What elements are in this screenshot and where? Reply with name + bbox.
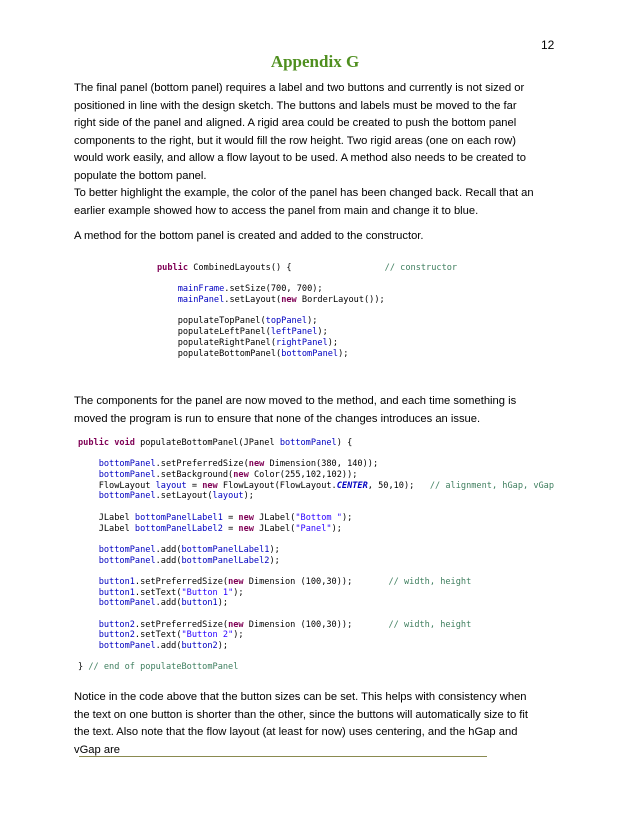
code-token: } [78,662,89,673]
code-token: bottomPanel [98,598,156,609]
code-token: bottomPanelLabel2 [181,555,270,566]
code-line [78,459,554,470]
code-token [78,620,99,630]
code-line [78,577,554,588]
code-token: topPanel [265,316,308,327]
code-token: public [157,263,189,273]
footer-divider [79,756,487,757]
code-token: Dimension (100,30)); [243,619,389,630]
code-line [78,524,554,535]
code-token: rightPanel [276,337,328,348]
code-line [78,620,554,631]
code-token: ); [327,337,339,348]
code-line [157,306,457,317]
code-token [78,459,99,469]
code-token: .setLayout( [155,491,213,502]
code-line [78,641,554,652]
code-token: = [222,512,239,523]
code-line [78,449,554,460]
code-token: bottomPanelLabel1 [181,544,270,555]
code-token: "Bottom " [295,512,342,523]
code-token: bottomPanelLabel2 [134,523,223,534]
code-token: bottomPanel [98,491,156,502]
code-token: public [78,438,110,448]
code-token: Color(255,102,102)); [248,470,358,481]
code-token: layout [212,491,244,502]
code-token: new [281,295,297,306]
code-token: new [238,523,254,534]
code-line [78,438,554,449]
code-token [78,577,99,587]
code-line [157,295,457,306]
code-token: ); [331,523,342,534]
code-token: .setText( [134,630,182,641]
code-token: FlowLayout [78,480,156,491]
code-line [78,534,554,545]
code-token: populateTopPanel( [157,316,266,327]
code-token: .add( [155,641,182,652]
code-token: mainPanel [177,295,225,306]
code-line [78,513,554,524]
code-token [78,470,99,480]
code-line [78,556,554,567]
code-token: ) { [336,438,353,448]
code-line [157,316,457,327]
code-token: "Panel" [295,523,332,534]
code-token: // width, height [388,576,472,587]
code-line [157,263,457,274]
code-token: // constructor [384,263,458,273]
code-token: bottomPanel [281,348,339,359]
code-token: bottomPanel [98,470,156,481]
code-token [78,588,99,598]
code-token: ); [317,327,328,338]
code-line [157,284,457,295]
code-token: ); [217,641,229,652]
code-line [78,470,554,481]
code-token: // end of populateBottomPanel [88,662,239,673]
code-token: button1 [98,576,135,587]
code-line [78,662,554,673]
code-token: ); [341,512,353,523]
code-block-populate-bottom-panel [78,438,554,673]
code-token: "Button 1" [181,587,234,598]
code-token: bottomPanel [98,555,156,566]
code-token: CENTER [336,480,368,491]
code-block-constructor [157,263,457,359]
code-token [78,545,99,555]
code-token: .setSize(700, 700); [224,284,323,295]
code-token: button1 [181,598,218,609]
code-token: populateBottomPanel( [157,348,282,359]
code-token: new [228,619,244,630]
page-number: 12 [541,38,555,52]
code-line [157,327,457,338]
code-token: void [114,438,135,448]
code-line [78,652,554,663]
code-token: JLabel( [253,512,296,523]
code-token: layout [155,480,187,491]
code-token: .setText( [134,587,182,598]
code-token: button2 [98,619,135,630]
code-token: new [233,470,249,481]
code-token: JLabel( [253,523,296,534]
code-token [78,641,99,651]
code-token: = [222,523,239,534]
code-token: .setBackground( [155,470,234,481]
code-token [78,491,99,501]
code-token: JLabel [78,523,135,534]
paragraph-button-sizes: Notice in the code above that the button sizes can be set. This helps with consistency when the text on one button is shorter than the other, since the buttons will automatically size to fit the text. Also note that the flow layout (at least for now) uses centering, and the hGap and vGap are [74,691,528,756]
paragraph-panel-color: To better highlight the example, the color of the panel has been changed back. Recall that an earlier example showed how to access the panel from main and change it to blue. [74,187,534,217]
code-line [78,502,554,513]
code-token: FlowLayout(FlowLayout. [217,480,337,491]
code-token: Dimension(380, 140)); [264,459,379,470]
code-token: BorderLayout()); [296,295,385,306]
code-token: .add( [155,544,182,555]
code-token: ); [307,316,318,327]
code-token: bottomPanel [98,544,156,555]
code-token: .add( [155,555,182,566]
code-token: bottomPanel [279,438,337,448]
code-token: populateBottomPanel(JPanel [134,438,280,448]
code-token: new [228,576,244,587]
code-token: button2 [98,630,135,641]
code-token: bottomPanelLabel1 [134,512,223,523]
code-token: leftPanel [270,327,318,338]
code-token: .setPreferredSize( [134,576,229,587]
code-token: "Button 2" [181,630,234,641]
code-token: .setLayout( [224,295,282,306]
code-token: Dimension (100,30)); [243,576,389,587]
code-token: new [248,459,265,470]
code-line [78,609,554,620]
code-token [78,556,99,566]
code-token: bottomPanel [98,641,156,652]
code-token: ); [338,348,349,359]
code-token: // alignment, hGap, vGap [429,480,555,491]
code-token: ); [243,491,254,502]
code-token: populateRightPanel( [157,337,276,348]
code-line [157,349,457,360]
code-token: .setPreferredSize( [155,459,249,470]
paragraph-bottom-panel-intro: The final panel (bottom panel) requires a label and two buttons and currently is not sized or positioned in line with the design sketch. The buttons and labels must be moved to the far right side of the panel and aligned. A rigid area could be created to push the bottom panel components to the right, but it would fill the row height. Two rigid areas (one on each row) would work easily, and allow a flow layout to be used. A method also needs to be created to populate the bottom panel. [74,82,526,182]
code-token [78,598,99,608]
code-line [78,588,554,599]
code-token: , 50,10); [367,480,430,491]
code-line [78,545,554,556]
code-token: new [238,512,254,523]
code-token: CombinedLayouts() { [188,263,385,273]
code-line [78,598,554,609]
code-token: new [202,480,218,491]
code-token: ); [233,587,244,598]
code-line [157,274,457,285]
code-token: button2 [181,641,218,652]
code-line [157,338,457,349]
code-token [157,295,178,305]
code-line [78,491,554,502]
paragraph-method-intro: A method for the bottom panel is created and added to the constructor. [74,230,424,242]
code-token: button1 [98,587,135,598]
code-line [78,630,554,641]
code-token: ); [217,598,229,609]
paragraph-components-moved: The components for the panel are now moved to the method, and each time something is moved the program is run to ensure that none of the changes introduces an issue. [74,395,517,425]
code-line [78,566,554,577]
code-token: ); [269,555,280,566]
code-token: ); [269,544,280,555]
code-token: .add( [155,598,182,609]
code-token [78,630,99,640]
code-token: ); [233,630,244,641]
code-token: JLabel [78,512,135,523]
code-token: populateLeftPanel( [157,327,271,338]
code-token: // width, height [388,619,472,630]
code-token: mainFrame [177,284,225,295]
code-token: .setPreferredSize( [134,619,229,630]
code-token [157,284,178,294]
page-title: Appendix G [270,52,360,71]
code-line [78,481,554,492]
code-token: bottomPanel [98,459,156,470]
code-token: = [186,480,203,491]
